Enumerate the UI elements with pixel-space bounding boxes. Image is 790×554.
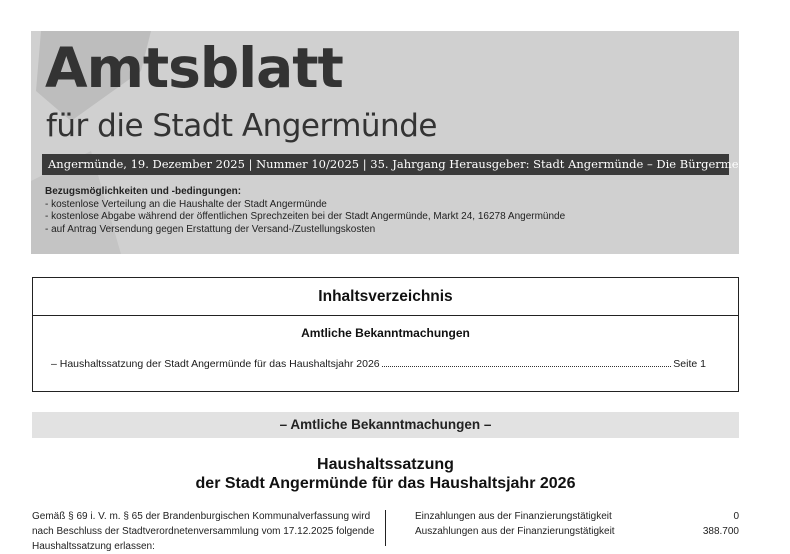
table-of-contents [32, 277, 739, 392]
masthead-subtitle: für die Stadt Angermünde [46, 108, 437, 144]
toc-entry-text: – Haushaltssatzung der Stadt Angermünde für das Haushaltsjahr 2026 [51, 358, 380, 370]
toc-entry[interactable] [51, 358, 706, 370]
finance-row [415, 524, 739, 539]
finance-value: 388.700 [702, 526, 739, 537]
masthead [31, 31, 777, 254]
distribution-item: - kostenlose Verteilung an die Haushalte der Stadt Angermünde [45, 198, 327, 210]
distribution-heading: Bezugsmöglichkeiten und -bedingungen: [45, 186, 242, 197]
document-title-line: der Stadt Angermünde für das Haushaltsjahr 2026 [195, 475, 576, 492]
body-text-line: Gemäß § 69 i. V. m. § 65 der Brandenburgischen Kommunalverfassung wird [32, 511, 371, 522]
toc-leader-dots [382, 358, 672, 367]
toc-section-heading: Amtliche Bekanntmachungen [301, 326, 470, 340]
document-title-line: Haushaltssatzung [317, 456, 454, 473]
finance-row [415, 509, 739, 524]
toc-title: Inhaltsverzeichnis [33, 278, 738, 316]
distribution-info [45, 186, 565, 236]
toc-entry-page: Seite 1 [673, 358, 706, 370]
finance-label: Einzahlungen aus der Finanzierungstätigkeit [415, 511, 612, 522]
body-text-line: Haushaltssatzung erlassen: [32, 541, 155, 552]
column-divider [385, 510, 386, 546]
document-title [32, 455, 739, 493]
distribution-item: - kostenlose Abgabe während der öffentlichen Sprechzeiten bei der Stadt Angermünde, Markt 24, 16278 Angermünde [45, 211, 566, 222]
distribution-item: - auf Antrag Versendung gegen Erstattung der Versand-/Zustellungskosten [45, 223, 376, 235]
body-text-line: nach Beschluss der Stadtverordnetenversammlung vom 17.12.2025 folgende [32, 526, 375, 537]
finance-table [415, 509, 739, 539]
issue-info-bar: Angermünde, 19. Dezember 2025 | Nummer 10/2025 | 35. Jahrgang Herausgeber: Stadt Angermünde – Die Bürgermeisterin [42, 154, 729, 175]
body-text-left-column [32, 509, 380, 552]
finance-value: 0 [733, 511, 739, 522]
section-heading-band: – Amtliche Bekanntmachungen – [32, 412, 739, 438]
masthead-title: Amtsblatt [45, 36, 343, 100]
finance-label: Auszahlungen aus der Finanzierungstätigkeit [415, 526, 615, 537]
